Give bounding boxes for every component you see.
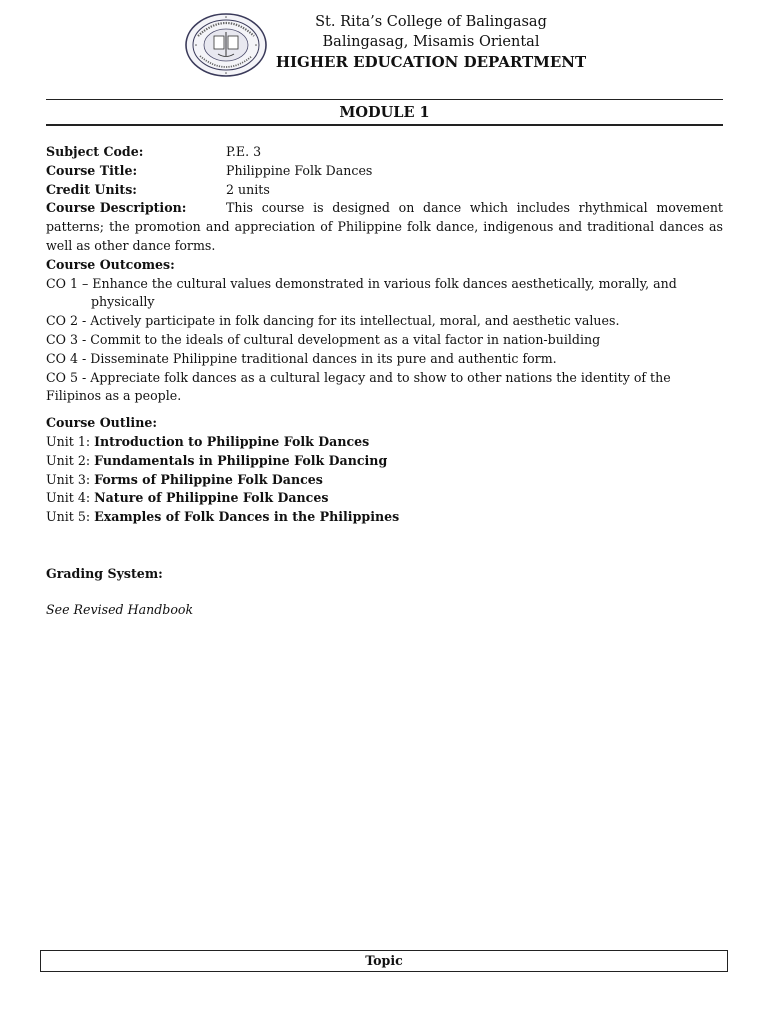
course-description-label: Course Description:	[46, 200, 187, 216]
outcome-text: Disseminate Philippine traditional dances in its pure and authentic form.	[90, 350, 557, 366]
course-title-label: Course Title:	[46, 162, 138, 178]
topic-table-header	[40, 950, 728, 972]
outcome-item	[46, 350, 723, 369]
outline-unit	[46, 452, 723, 471]
unit-title: Nature of Philippine Folk Dances	[94, 490, 329, 506]
school-location: Balingasag, Misamis Oriental	[322, 34, 540, 50]
module-title: MODULE 1	[339, 104, 430, 121]
outcome-code: CO 2 -	[46, 313, 87, 329]
bottom-divider	[46, 124, 723, 126]
course-title-value: Philippine Folk Dances	[226, 162, 373, 178]
outline-unit	[46, 508, 723, 527]
outcome-text: Enhance the cultural values demonstrated in various folk dances aesthetically, morally, and	[92, 275, 677, 291]
outcome-text: Commit to the ideals of cultural development as a vital factor in nation-building	[90, 331, 601, 347]
subject-code-label: Subject Code:	[46, 144, 144, 159]
outline-unit	[46, 471, 723, 490]
subject-code-value: P.E. 3	[226, 144, 262, 159]
unit-title: Examples of Folk Dances in the Philippines	[94, 509, 400, 525]
outcome-code: CO 3 -	[46, 331, 87, 347]
credit-units-value: 2 units	[226, 181, 270, 197]
module-body	[46, 143, 723, 620]
outcome-text-continued: physically	[91, 294, 155, 310]
outcome-item	[46, 275, 723, 313]
department-name: HIGHER EDUCATION DEPARTMENT	[275, 53, 587, 71]
credit-units-label: Credit Units:	[46, 181, 137, 197]
top-divider	[46, 99, 723, 100]
outline-unit	[46, 433, 723, 452]
outcome-item	[46, 331, 723, 350]
course-description	[46, 199, 723, 255]
outcome-code: CO 1 –	[46, 275, 89, 291]
topic-label: Topic	[365, 953, 403, 968]
subject-code-row	[46, 143, 723, 162]
document-header	[270, 12, 592, 72]
outcome-text: Appreciate folk dances as a cultural legacy and to show to other nations the identity of the Filipinos as a people.	[46, 369, 671, 404]
outcome-code: CO 4 -	[46, 350, 87, 366]
course-description-text: This course is designed on dance which includes rhythmical movement patterns; the promotion and appreciation of Philippine folk dance, indigenous and traditional dances as well as other dance forms.	[46, 200, 723, 253]
outcome-code: CO 5 -	[46, 369, 87, 385]
grading-system-heading: Grading System:	[46, 565, 163, 581]
outline-unit	[46, 489, 723, 508]
unit-label: Unit 2:	[46, 452, 91, 468]
unit-label: Unit 4:	[46, 490, 91, 506]
unit-label: Unit 5:	[46, 509, 91, 525]
unit-title: Fundamentals in Philippine Folk Dancing	[94, 452, 388, 468]
outcome-item	[46, 312, 723, 331]
outcome-text: Actively participate in folk dancing for its intellectual, moral, and aesthetic values.	[90, 313, 620, 329]
credit-units-row	[46, 181, 723, 200]
course-outcomes-heading: Course Outcomes:	[46, 256, 175, 272]
unit-title: Introduction to Philippine Folk Dances	[94, 433, 370, 449]
course-title-row	[46, 162, 723, 181]
grading-system-note: See Revised Handbook	[46, 601, 194, 617]
school-seal-icon	[184, 12, 268, 78]
unit-title: Forms of Philippine Folk Dances	[94, 471, 323, 487]
outcome-item	[46, 369, 723, 407]
unit-label: Unit 1:	[46, 433, 91, 449]
unit-label: Unit 3:	[46, 471, 91, 487]
school-name: St. Rita’s College of Balingasag	[315, 14, 547, 30]
course-outline-heading: Course Outline:	[46, 415, 158, 431]
